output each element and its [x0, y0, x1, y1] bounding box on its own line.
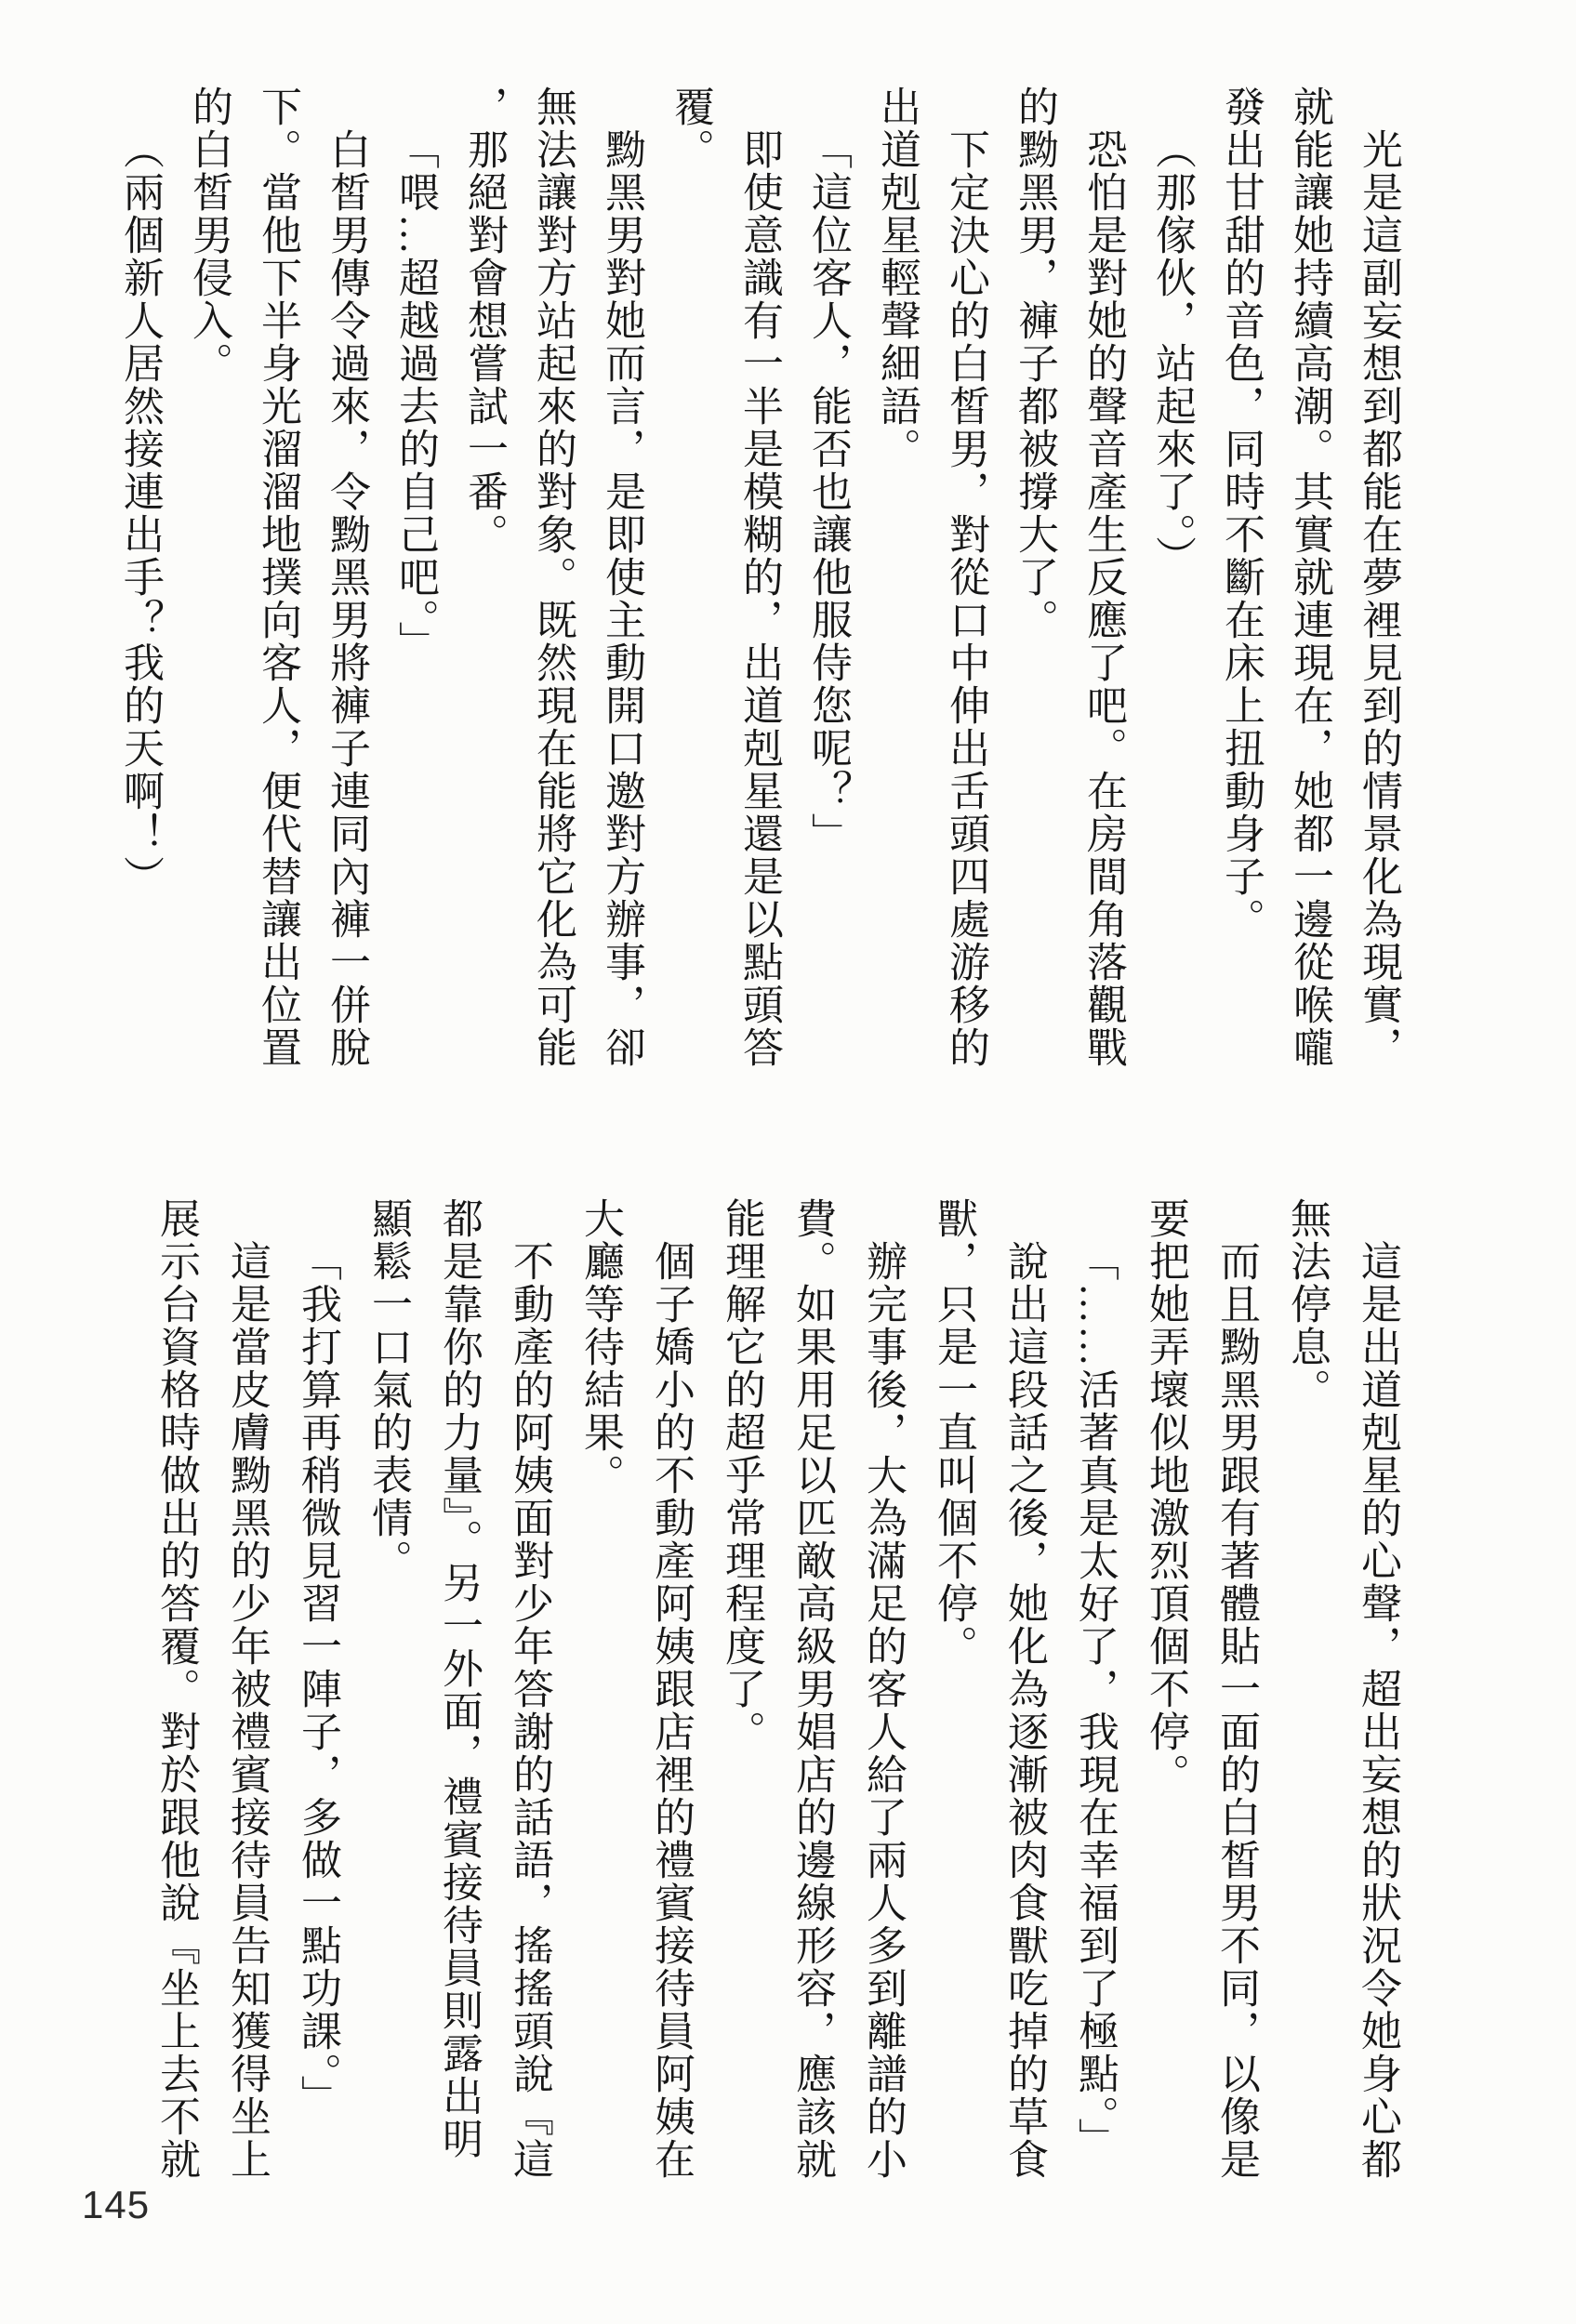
text-column: 就能讓她持續高潮。其實就連現在，她都一邊從喉嚨	[1287, 86, 1332, 1069]
text-column: 發出甘甜的音色，同時不斷在床上扭動身子。	[1218, 86, 1264, 941]
text-column: 「喂…超越過去的自己吧。」	[392, 128, 438, 664]
text-column: ，那絕對會想嘗試一番。	[461, 86, 507, 556]
text-column: 顯鬆一口氣的表情。	[365, 1197, 411, 1582]
text-column: 白皙男傳令過來，令黝黑男將褲子連同內褲一併脫	[324, 128, 369, 1069]
paragraph-block-bottom	[140, 1197, 1412, 2188]
text-column: 不動產的阿姨面對少年答謝的話語，搖搖頭說『這	[507, 1240, 552, 2181]
text-column: （那傢伙，站起來了。）	[1149, 128, 1195, 578]
text-column: 要把她弄壞似地激烈頂個不停。	[1143, 1197, 1188, 1796]
text-column: 而且黝黑男跟有著體貼一面的白皙男不同，以像是	[1213, 1240, 1259, 2181]
text-column: 的白皙男侵入。	[186, 86, 232, 385]
text-column: 光是這副妄想到都能在夢裡見到的情景化為現實，	[1356, 128, 1401, 1069]
text-column: 下。當他下半身光溜溜地撲向客人，便代替讓出位置	[255, 86, 300, 1069]
text-column: 無法停息。	[1284, 1197, 1330, 1411]
text-column: 大廳等待結果。	[577, 1197, 623, 1497]
text-column: 費。如果用足以匹敵高級男娼店的邊線形容，應該就	[789, 1197, 835, 2181]
text-column: 「這位客人，能否也讓他服侍您呢？」	[805, 128, 851, 855]
text-column: 的黝黑男，褲子都被撐大了。	[1012, 86, 1057, 641]
text-column: 展示台資格時做出的答覆。對於跟他說『坐上去不就	[153, 1197, 199, 2181]
text-column: 下定決心的白皙男，對從口中伸出舌頭四處游移的	[943, 128, 988, 1069]
text-column: （兩個新人居然接連出手？我的天啊！）	[117, 128, 163, 898]
page-number: 145	[82, 2183, 151, 2226]
text-column: 出道剋星輕聲細語。	[874, 86, 920, 470]
text-column: 個子嬌小的不動產阿姨跟店裡的禮賓接待員阿姨在	[648, 1240, 694, 2181]
paragraph-block-top	[105, 86, 1412, 1076]
text-column: 能理解它的超乎常理程度了。	[719, 1197, 764, 1753]
text-column: 覆。	[668, 86, 713, 171]
text-column: 黝黑男對她而言，是即使主動開口邀對方辦事，卻	[599, 128, 644, 1069]
text-column: 獸，只是一直叫個不停。	[931, 1197, 976, 1668]
text-column: 這是當皮膚黝黑的少年被禮賓接待員告知獲得坐上	[224, 1240, 270, 2181]
text-column: 說出這段話之後，她化為逐漸被肉食獸吃掉的草食	[1001, 1240, 1047, 2181]
text-column: 都是靠你的力量』。另一外面，禮賓接待員則露出明	[436, 1197, 482, 2160]
text-column: 「我打算再稍微見習一陣子，多做一點功課。」	[295, 1240, 340, 2118]
text-column: 辦完事後，大為滿足的客人給了兩人多到離譜的小	[860, 1240, 906, 2181]
text-column: 這是出道剋星的心聲，超出妄想的狀況令她身心都	[1355, 1240, 1400, 2181]
text-column: 「……活著真是太好了，我現在幸福到了極點。」	[1072, 1240, 1118, 2160]
text-column: 無法讓對方站起來的對象。既然現在能將它化為可能	[530, 86, 576, 1069]
text-column: 即使意識有一半是模糊的，出道剋星還是以點頭答	[736, 128, 782, 1069]
text-column: 恐怕是對她的聲音產生反應了吧。在房間角落觀戰	[1080, 128, 1126, 1069]
